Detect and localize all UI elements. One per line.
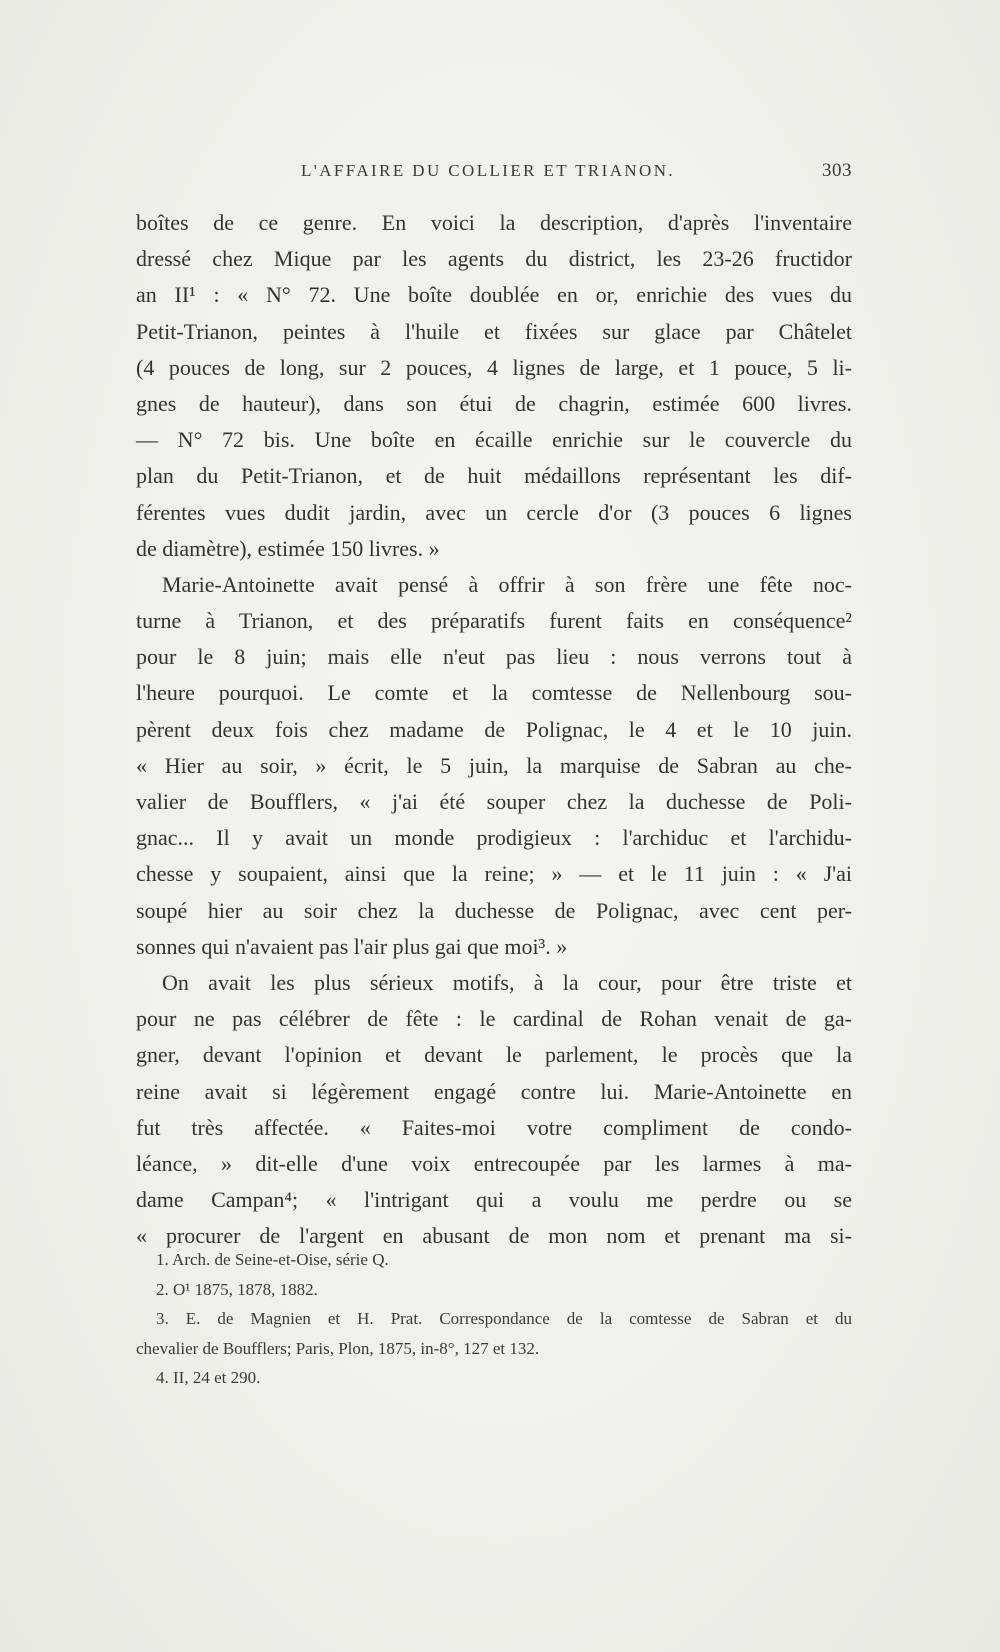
text-line: soupé hier au soir chez la duchesse de Polignac, avec cent per- — [136, 897, 852, 923]
page-number: 303 — [822, 160, 852, 181]
text-line: dressé chez Mique par les agents du district, les 23-26 fructidor — [136, 246, 852, 272]
text-line: (4 pouces de long, sur 2 pouces, 4 lignes de large, et 1 pouce, 5 li- — [136, 354, 852, 380]
footnote-3-continued: chevalier de Boufflers; Paris, Plon, 1875, in-8°, 127 et 132. — [136, 1338, 540, 1358]
text-line: de diamètre), estimée 150 livres. » — [136, 535, 440, 561]
body-text — [136, 205, 852, 1254]
footnote-4: 4. II, 24 et 290. — [156, 1368, 261, 1387]
text-line: sonnes qui n'avaient pas l'air plus gai que moi³. » — [136, 933, 568, 959]
text-line: Petit-Trianon, peintes à l'huile et fixées sur glace par Châtelet — [136, 318, 852, 344]
text-line: léance, » dit-elle d'une voix entrecoupée par les larmes à ma- — [136, 1150, 852, 1176]
footnote-1: 1. Arch. de Seine-et-Oise, série Q. — [156, 1250, 389, 1269]
text-line: dame Campan⁴; « l'intrigant qui a voulu me perdre ou se — [136, 1187, 852, 1213]
text-line: l'heure pourquoi. Le comte et la comtesse de Nellenbourg sou- — [136, 680, 852, 706]
text-line: Marie-Antoinette avait pensé à offrir à son frère une fête noc- — [162, 571, 852, 597]
text-line: turne à Trianon, et des préparatifs furent faits en conséquence² — [136, 608, 852, 634]
text-line: an II¹ : « N° 72. Une boîte doublée en or, enrichie des vues du — [136, 282, 852, 308]
text-line: pèrent deux fois chez madame de Polignac, le 4 et le 10 juin. — [136, 716, 852, 742]
text-line: « Hier au soir, » écrit, le 5 juin, la marquise de Sabran au che- — [136, 752, 852, 778]
text-line: reine avait si légèrement engagé contre lui. Marie-Antoinette en — [136, 1078, 852, 1104]
text-line: gnes de hauteur), dans son étui de chagrin, estimée 600 livres. — [136, 390, 852, 416]
footnotes — [136, 1245, 852, 1393]
text-line: fut très affectée. « Faites-moi votre compliment de condo- — [136, 1114, 852, 1140]
running-head — [136, 160, 852, 184]
text-line: « procurer de l'argent en abusant de mon nom et prenant ma si- — [136, 1223, 852, 1249]
text-line: gner, devant l'opinion et devant le parlement, le procès que la — [136, 1042, 852, 1068]
footnote-3: 3. E. de Magnien et H. Prat. Correspondance de la comtesse de Sabran et du — [156, 1309, 852, 1328]
text-line: pour le 8 juin; mais elle n'eut pas lieu : nous verrons tout à — [136, 644, 852, 670]
text-line: boîtes de ce genre. En voici la description, d'après l'inventaire — [136, 210, 852, 235]
text-line: On avait les plus sérieux motifs, à la cour, pour être triste et — [162, 969, 852, 995]
running-title: L'AFFAIRE DU COLLIER ET TRIANON. — [301, 161, 676, 180]
footnote-2: 2. O¹ 1875, 1878, 1882. — [156, 1279, 318, 1299]
text-line: pour ne pas célébrer de fête : le cardinal de Rohan venait de ga- — [136, 1006, 852, 1032]
text-line: chesse y soupaient, ainsi que la reine; » — et le 11 juin : « J'ai — [136, 861, 852, 887]
text-line: — N° 72 bis. Une boîte en écaille enrichie sur le couvercle du — [136, 427, 852, 453]
text-line: férentes vues dudit jardin, avec un cercle d'or (3 pouces 6 lignes — [136, 499, 852, 525]
text-line: valier de Boufflers, « j'ai été souper chez la duchesse de Poli- — [136, 789, 852, 814]
text-line: gnac... Il y avait un monde prodigieux : l'archiduc et l'archidu- — [136, 825, 852, 851]
text-line: plan du Petit-Trianon, et de huit médaillons représentant les dif- — [136, 463, 852, 489]
